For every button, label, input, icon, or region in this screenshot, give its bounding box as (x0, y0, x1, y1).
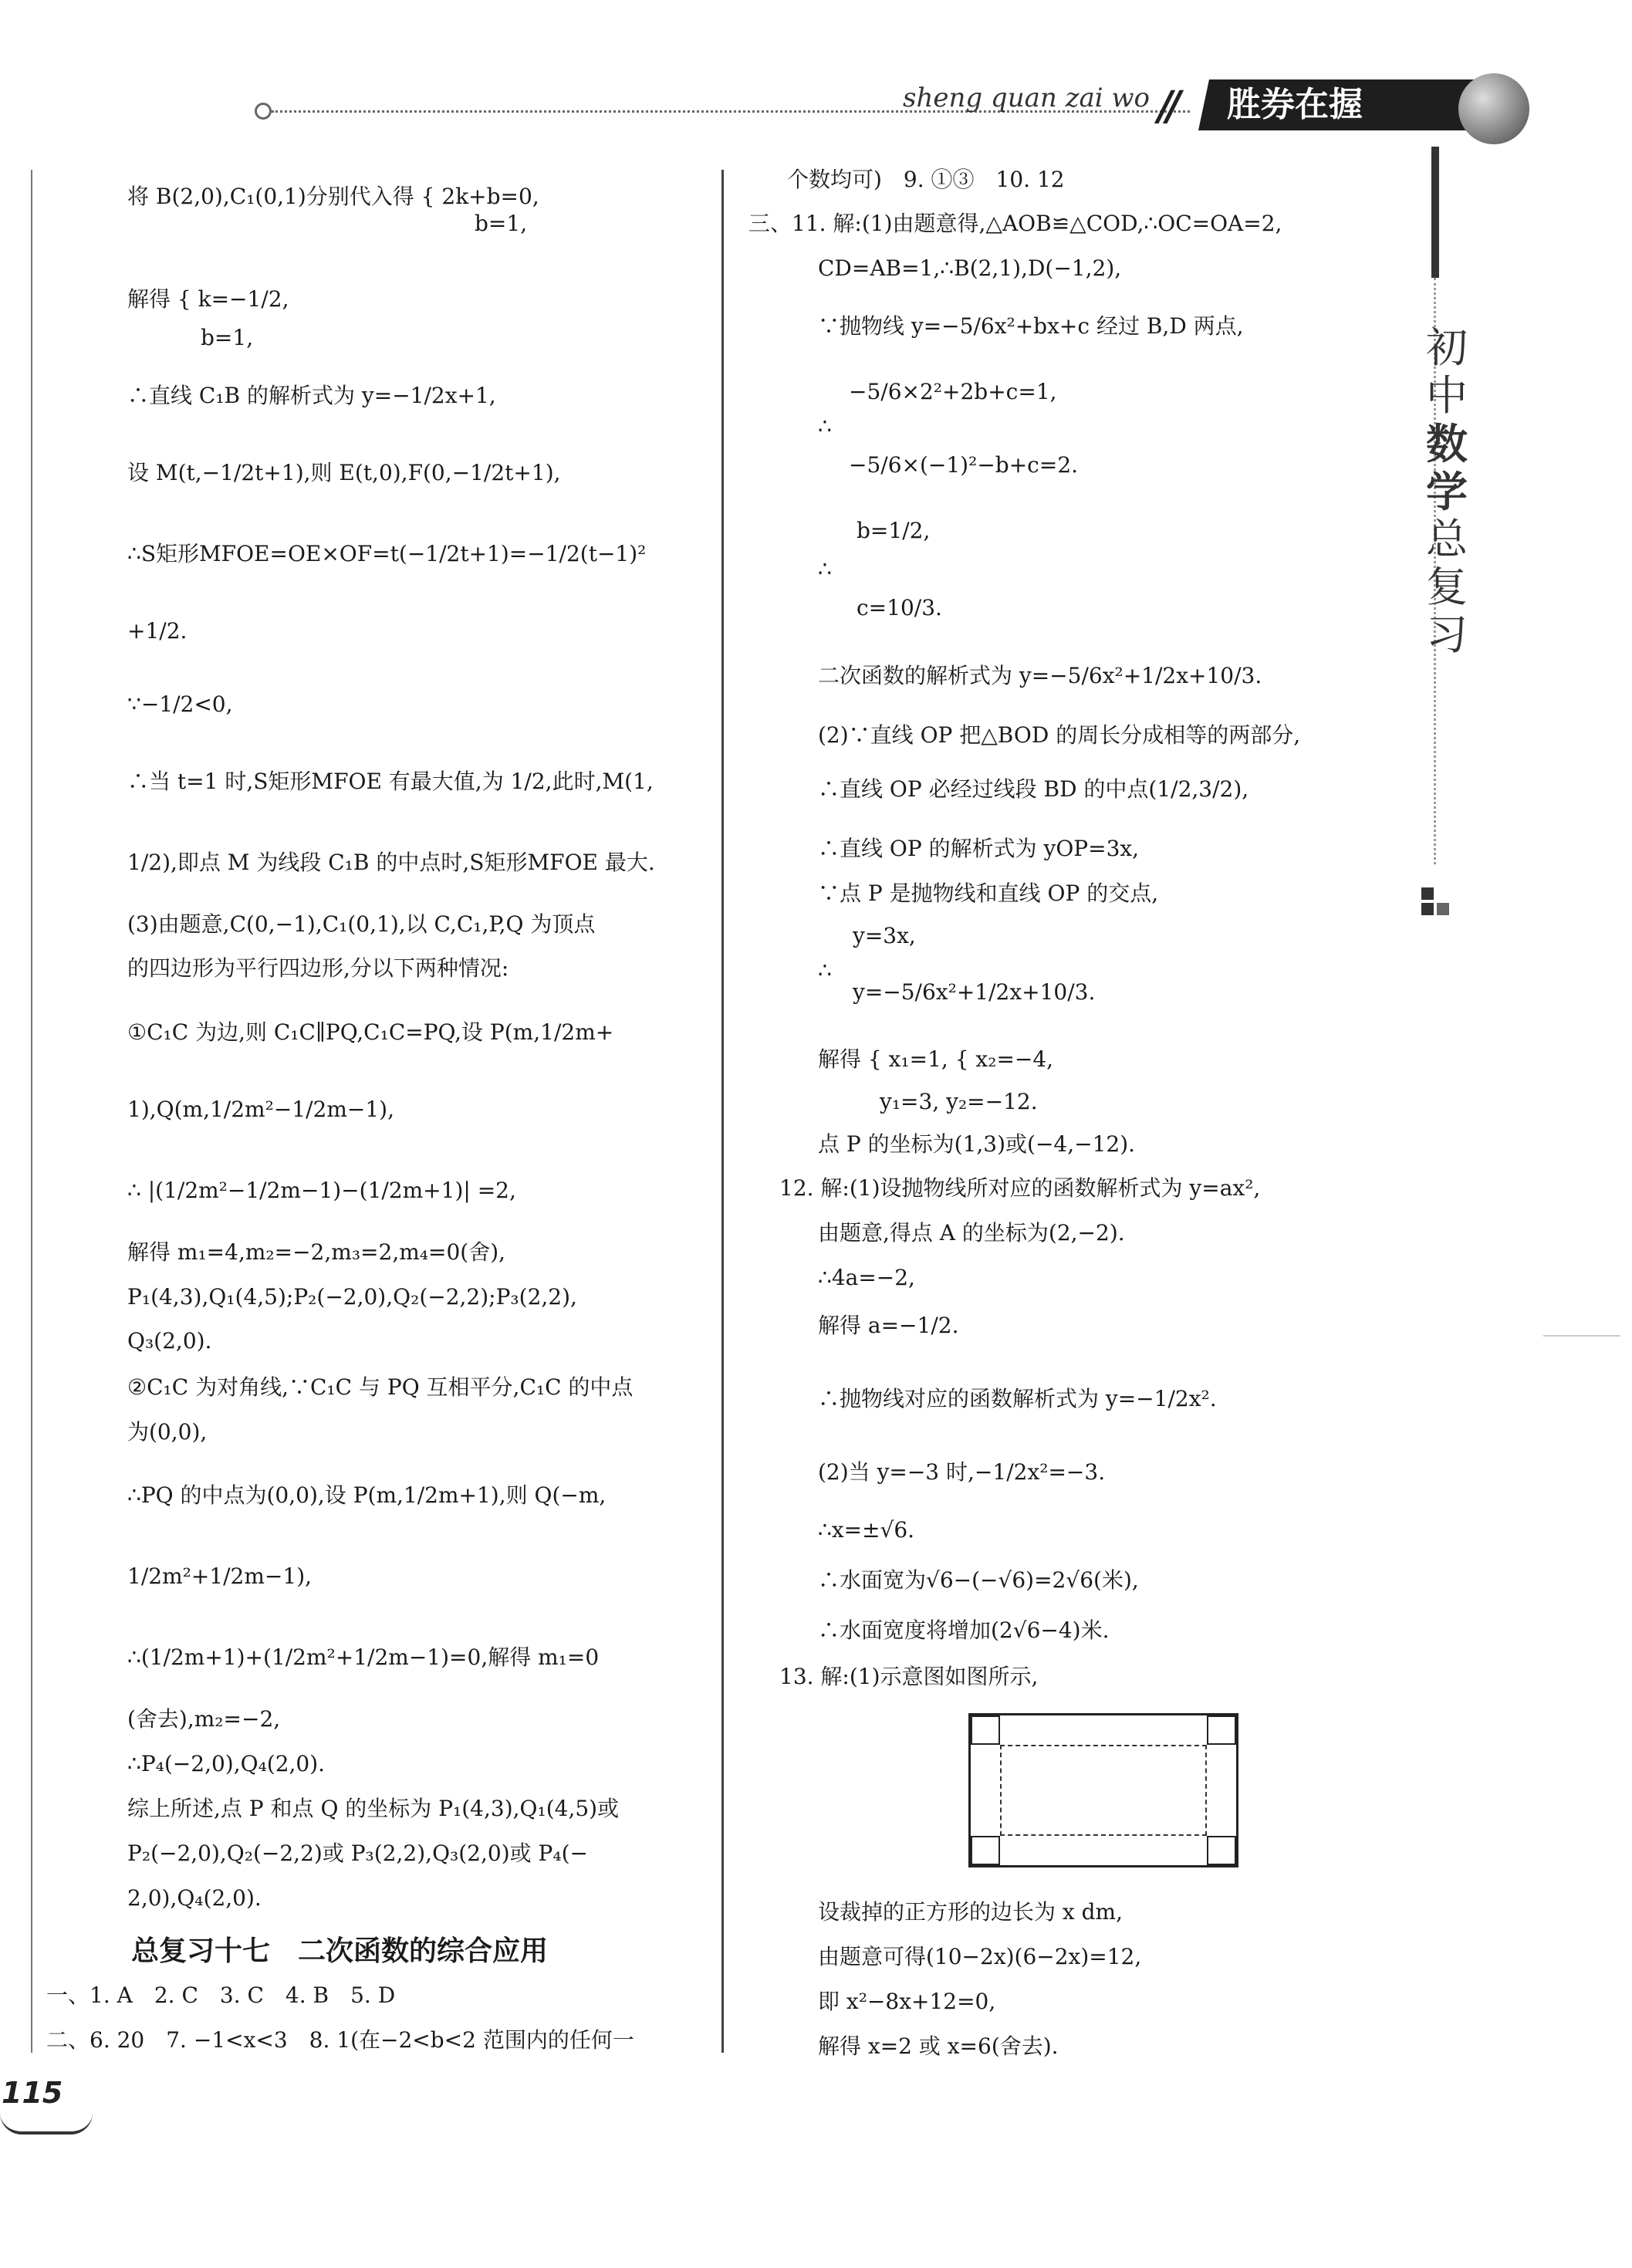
right-line-16: ∴ (818, 958, 832, 983)
page-number: 115 (2, 2076, 63, 2110)
right-line-12: ∴直线 OP 必经过线段 BD 的中点(1/2,3/2), (818, 776, 1249, 802)
right-line-29: ∴水面宽度将增加(2√6−4)米. (818, 1617, 1110, 1643)
right-line-1: 三、11. 解:(1)由题意得,△AOB≌△COD,∴OC=OA=2, (748, 211, 1282, 236)
right-line-30: 13. 解:(1)示意图如图所示, (779, 1664, 1039, 1689)
right-line-15: y=3x, (853, 923, 916, 948)
right-line-6: −5/6×(−1)²−b+c=2. (849, 452, 1079, 478)
right-line-3: ∵抛物线 y=−5/6x²+bx+c 经过 B,D 两点, (818, 313, 1244, 339)
right-line-7: b=1/2, (857, 518, 931, 543)
left-line-22: 1/2m²+1/2m−1), (127, 1563, 313, 1589)
left-line-5: 设 M(t,−1/2t+1),则 E(t,0),F(0,−1/2t+1), (127, 460, 561, 485)
right-line-14: ∵点 P 是抛物线和直线 OP 的交点, (818, 880, 1159, 906)
corner-square (971, 1715, 1000, 1745)
column-divider (721, 170, 724, 2053)
right-line-20: 点 P 的坐标为(1,3)或(−4,−12). (818, 1131, 1136, 1157)
right-line-28: ∴水面宽为√6−(−√6)=2√6(米), (818, 1567, 1139, 1593)
right-line-25: ∴抛物线对应的函数解析式为 y=−1/2x². (818, 1386, 1217, 1411)
left-line-3: b=1, (201, 325, 254, 350)
right-line-27: ∴x=±√6. (818, 1517, 915, 1543)
sidebar-char: 数 (1426, 419, 1468, 468)
answers-two: 二、6. 20 7. −1<x<3 8. 1(在−2<b<2 范围内的任何一 (46, 2027, 634, 2053)
right-line-21: 12. 解:(1)设抛物线所对应的函数解析式为 y=ax², (779, 1175, 1261, 1201)
page-header (255, 73, 1551, 158)
left-line-7: +1/2. (127, 618, 188, 644)
right-line-19: y₁=3, y₂=−12. (880, 1089, 1038, 1114)
left-line-2: 解得 { k=−1/2, (127, 286, 289, 312)
right-line-2: CD=AB=1,∴B(2,1),D(−1,2), (818, 255, 1122, 281)
left-line-16: 解得 m₁=4,m₂=−2,m₃=2,m₄=0(舍), (127, 1239, 506, 1265)
sidebar-char: 复 (1426, 563, 1468, 611)
right-line-31: 设裁掉的正方形的边长为 x dm, (818, 1899, 1123, 1925)
left-line-1: b=1, (475, 211, 528, 236)
right-line-32: 由题意可得(10−2x)(6−2x)=12, (818, 1944, 1142, 1969)
left-line-12: 的四边形为平行四边形,分以下两种情况: (127, 955, 509, 981)
sidebar-square-icon (1437, 903, 1449, 915)
left-line-10: 1/2),即点 M 为线段 C₁B 的中点时,S矩形MFOE 最大. (127, 850, 655, 875)
left-line-24: (舍去),m₂=−2, (127, 1706, 281, 1732)
left-line-14: 1),Q(m,1/2m²−1/2m−1), (127, 1097, 394, 1122)
left-line-13: ①C₁C 为边,则 C₁C∥PQ,C₁C=PQ,设 P(m,1/2m+ (127, 1019, 614, 1045)
sidebar-vertical-title (1424, 324, 1470, 659)
section-title: 总复习十七 二次函数的综合应用 (131, 1935, 549, 1967)
left-line-6: ∴S矩形MFOE=OE×OF=t(−1/2t+1)=−1/2(t−1)² (127, 541, 647, 566)
left-line-23: ∴(1/2m+1)+(1/2m²+1/2m−1)=0,解得 m₁=0 (127, 1644, 600, 1670)
header-brand-text: 胜券在握 (1227, 85, 1363, 124)
left-line-28: 2,0),Q₄(2,0). (127, 1885, 262, 1911)
right-line-23: ∴4a=−2, (818, 1265, 915, 1290)
corner-square (1207, 1715, 1236, 1745)
corner-square (1207, 1836, 1236, 1865)
sidebar-char: 初 (1426, 323, 1468, 372)
header-slashes: // (1157, 83, 1174, 130)
right-line-11: (2)∵直线 OP 把△BOD 的周长分成相等的两部分, (818, 722, 1301, 748)
answers-one: 一、1. A 2. C 3. C 4. B 5. D (46, 1982, 396, 2008)
sidebar-char: 总 (1426, 515, 1468, 563)
left-line-26: 综上所述,点 P 和点 Q 的坐标为 P₁(4,3),Q₁(4,5)或 (127, 1796, 620, 1821)
sidebar-square-icon (1421, 903, 1434, 915)
right-line-5: ∴ (818, 414, 832, 439)
left-line-8: ∵−1/2<0, (127, 691, 233, 717)
left-line-21: ∴PQ 的中点为(0,0),设 P(m,1/2m+1),则 Q(−m, (127, 1482, 607, 1508)
left-line-19: ②C₁C 为对角线,∵C₁C 与 PQ 互相平分,C₁C 的中点 (127, 1374, 634, 1400)
left-line-17: P₁(4,3),Q₁(4,5);P₂(−2,0),Q₂(−2,2);P₃(2,2), (127, 1284, 577, 1310)
right-line-33: 即 x²−8x+12=0, (818, 1989, 996, 2014)
right-line-9: c=10/3. (857, 595, 942, 620)
right-line-8: ∴ (818, 556, 832, 582)
fold-lines (1000, 1745, 1207, 1836)
left-margin-rule (31, 170, 32, 2053)
left-line-4: ∴直线 C₁B 的解析式为 y=−1/2x+1, (127, 383, 496, 408)
header-pinyin: sheng quan zai wo (903, 83, 1151, 113)
book-icon (0, 2113, 93, 2134)
left-line-18: Q₃(2,0). (127, 1328, 212, 1354)
right-line-24: 解得 a=−1/2. (818, 1313, 959, 1338)
right-line-17: y=−5/6x²+1/2x+10/3. (853, 979, 1096, 1005)
right-line-0: 个数均可) 9. ①③ 10. 12 (787, 167, 1065, 192)
left-line-15: ∴ |(1/2m²−1/2m−1)−(1/2m+1)| =2, (127, 1178, 516, 1203)
right-line-13: ∴直线 OP 的解析式为 yOP=3x, (818, 836, 1140, 861)
left-line-0: 将 B(2,0),C₁(0,1)分别代入得 { 2k+b=0, (127, 184, 539, 209)
sidebar-square-icon (1421, 887, 1434, 900)
sidebar-char: 习 (1426, 610, 1468, 659)
left-line-11: (3)由题意,C(0,−1),C₁(0,1),以 C,C₁,P,Q 为顶点 (127, 911, 596, 937)
left-line-20: 为(0,0), (127, 1419, 208, 1445)
left-line-27: P₂(−2,0),Q₂(−2,2)或 P₃(2,2),Q₃(2,0)或 P₄(− (127, 1840, 588, 1866)
right-line-26: (2)当 y=−3 时,−1/2x²=−3. (818, 1459, 1106, 1485)
corner-square (971, 1836, 1000, 1865)
header-brand (1198, 79, 1487, 130)
right-line-34: 解得 x=2 或 x=6(舍去). (818, 2033, 1059, 2059)
header-ball-icon (1458, 73, 1529, 144)
right-line-22: 由题意,得点 A 的坐标为(2,−2). (818, 1220, 1125, 1246)
box-net-diagram (968, 1713, 1238, 1867)
right-line-10: 二次函数的解析式为 y=−5/6x²+1/2x+10/3. (818, 663, 1262, 688)
faint-rule (1543, 1335, 1620, 1337)
sidebar-bar (1431, 147, 1439, 278)
right-line-4: −5/6×2²+2b+c=1, (849, 379, 1057, 404)
right-line-18: 解得 { x₁=1, { x₂=−4, (818, 1046, 1054, 1072)
sidebar-char: 中 (1426, 371, 1468, 420)
left-line-9: ∴当 t=1 时,S矩形MFOE 有最大值,为 1/2,此时,M(1, (127, 769, 654, 794)
header-circle-icon (255, 103, 272, 120)
left-line-25: ∴P₄(−2,0),Q₄(2,0). (127, 1751, 326, 1776)
sidebar-char: 学 (1426, 467, 1468, 516)
